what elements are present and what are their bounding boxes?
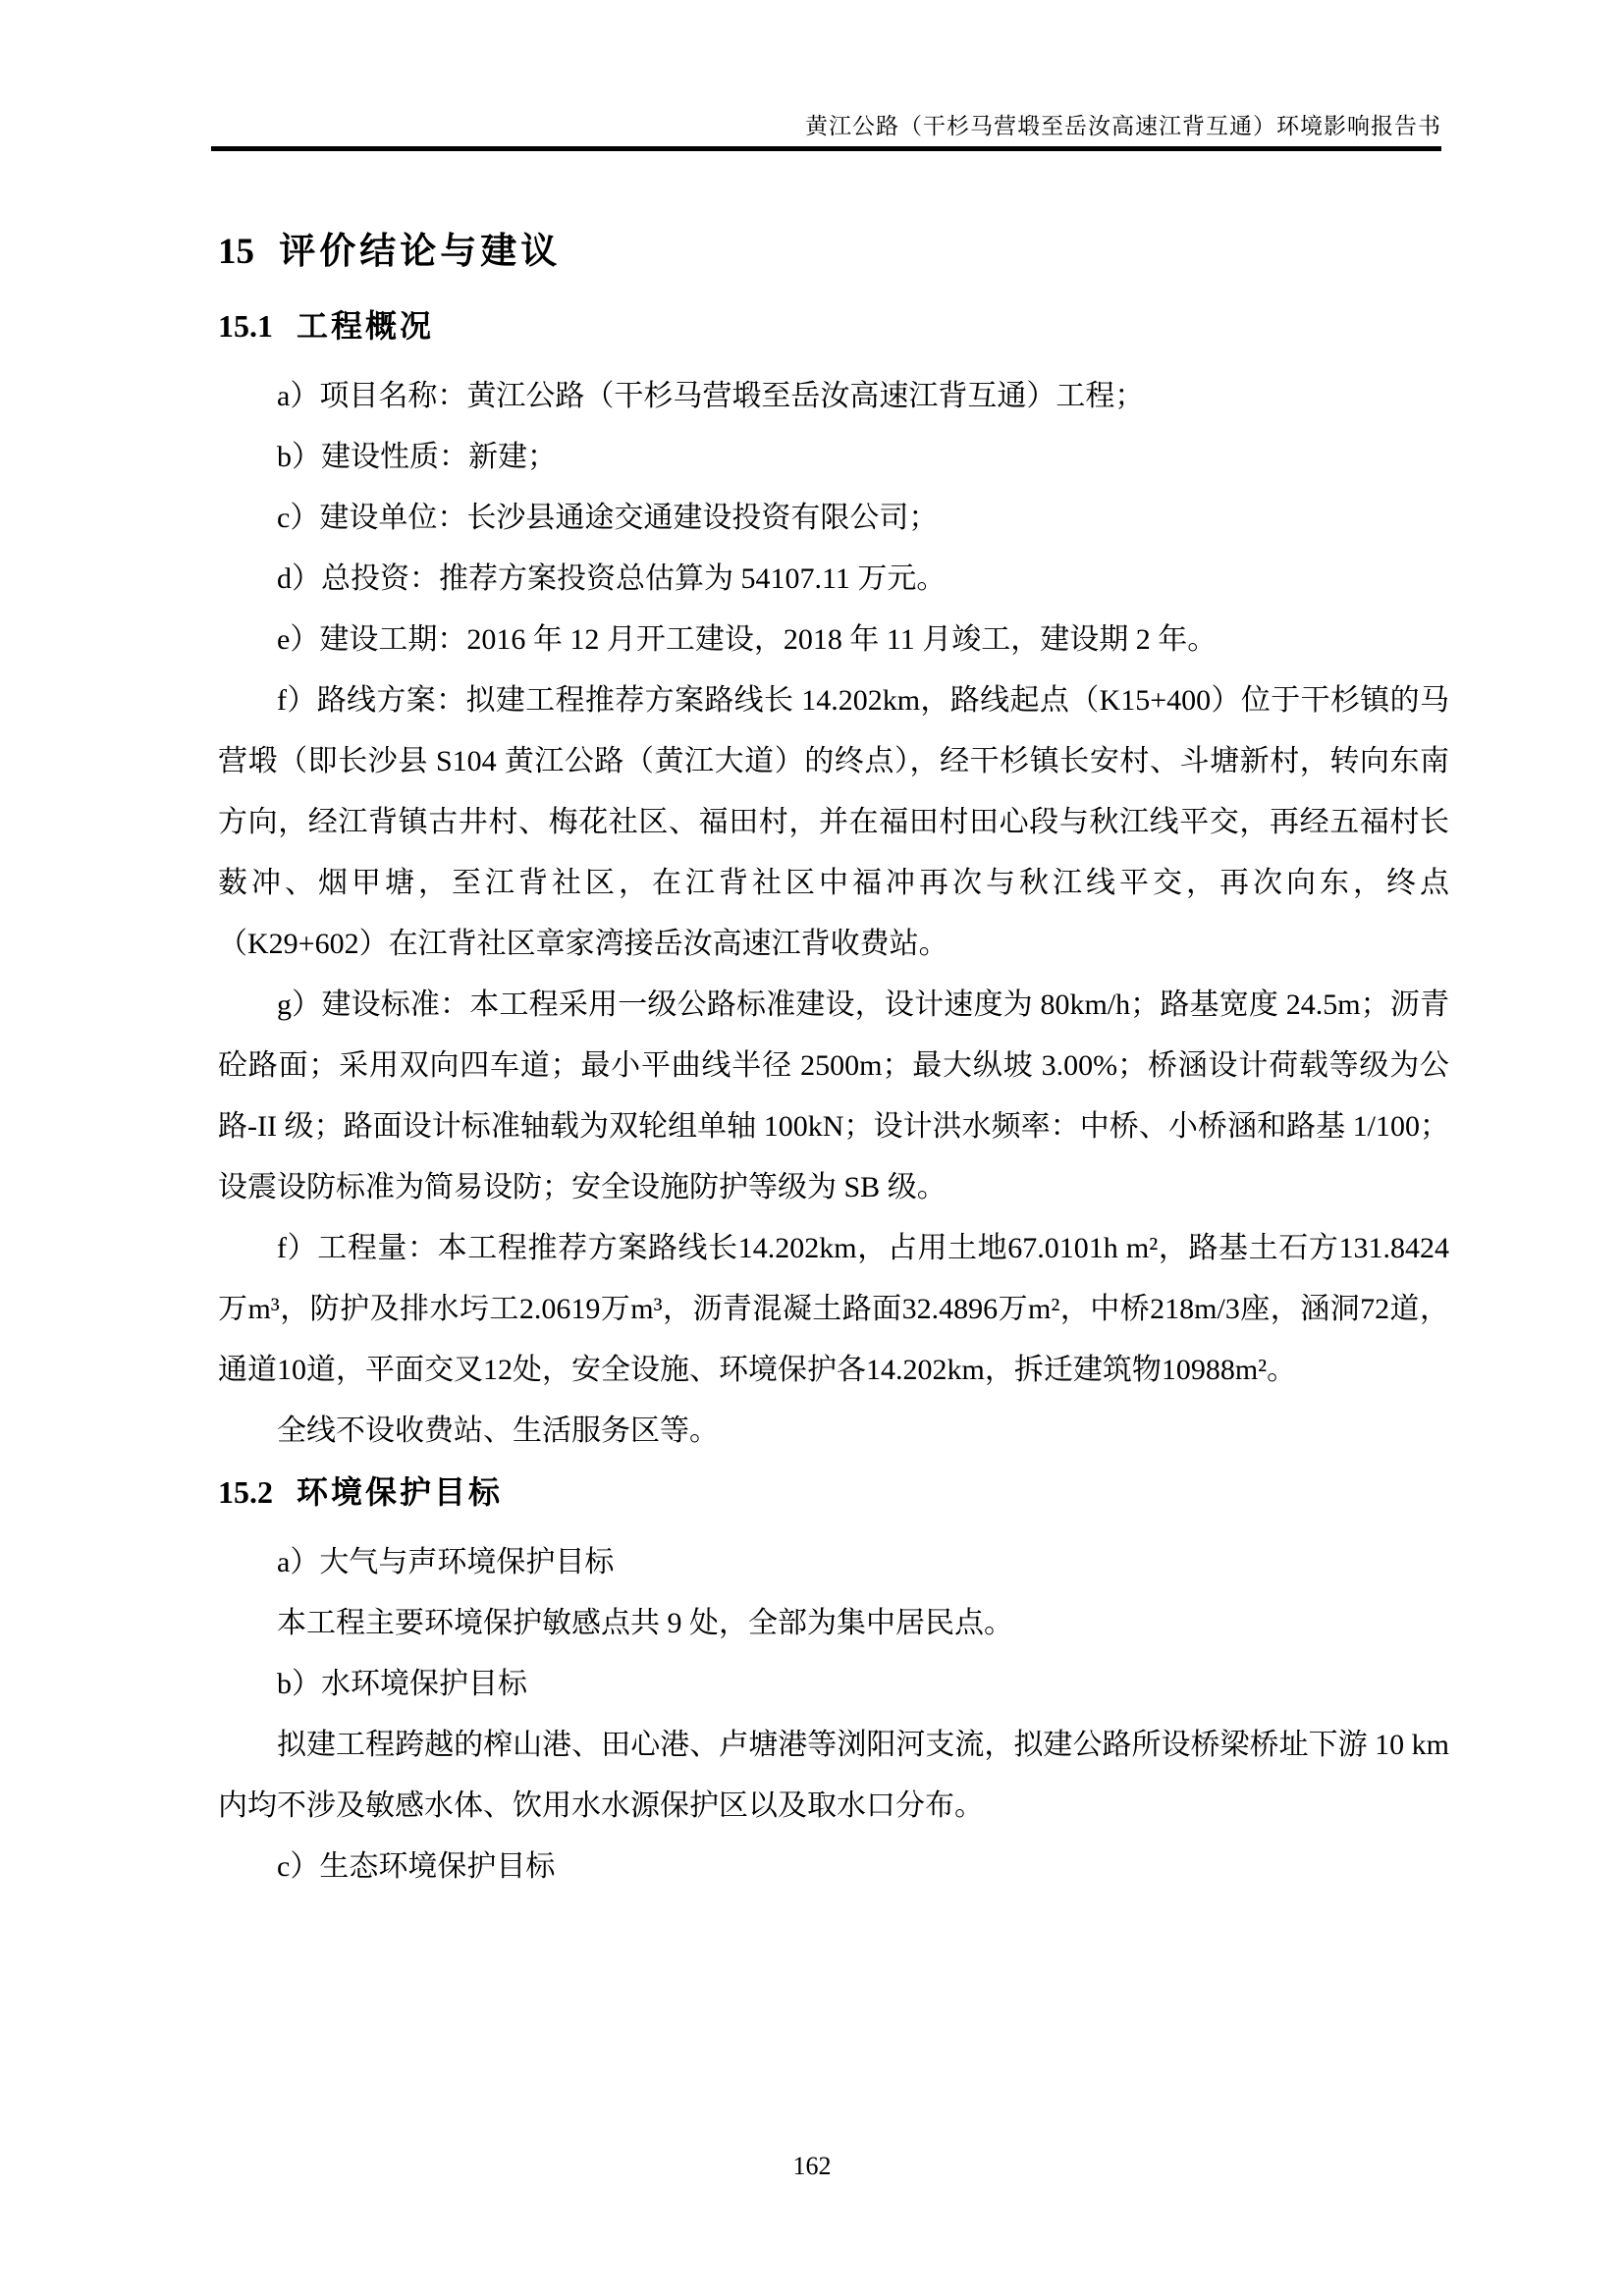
para-sensitive-points: 本工程主要环境保护敏感点共 9 处，全部为集中居民点。: [277, 1607, 1013, 1639]
header-title: 黄江公路（干杉马营塅至岳汝高速江背互通）环境影响报告书: [805, 114, 1441, 138]
para-water-detail: 拟建工程跨越的榨山港、田心港、卢塘港等浏阳河支流，拟建公路所设桥梁桥址下游 10 km 内均不涉及敏感水体、饮用水水源保护区以及取水口分布。: [218, 1729, 1449, 1822]
section-15-1-heading: [218, 295, 1449, 356]
section-15-2-heading: [218, 1462, 1449, 1522]
para-air-noise-target: a）大气与声环境保护目标: [277, 1546, 615, 1578]
para-total-investment: d）总投资：推荐方案投资总估算为 54107.11 万元。: [277, 562, 947, 595]
section-15-label: 评价结论与建议: [279, 231, 562, 271]
para-no-toll-station: 全线不设收费站、生活服务区等。: [277, 1415, 719, 1447]
para-project-name: a）项目名称：黄江公路（干杉马营塅至岳汝高速江背互通）工程；: [277, 380, 1145, 412]
section-15-1-label: 工程概况: [297, 308, 435, 344]
page-footer: [0, 2152, 1624, 2181]
page-number: 162: [792, 2152, 832, 2180]
para-water-target: b）水环境保护目标: [277, 1668, 527, 1700]
section-15-2-number: 15.2: [218, 1474, 273, 1510]
para-construction-unit: c）建设单位：长沙县通途交通建设投资有限公司；: [277, 502, 939, 534]
header-rule: [211, 146, 1441, 151]
para-construction-nature: b）建设性质：新建；: [277, 441, 557, 473]
para-route-plan: f）路线方案：拟建工程推荐方案路线长 14.202km，路线起点（K15+400）位于干杉镇的马营塅（即长沙县 S104 黄江公路（黄江大道）的终点），经干杉镇长安村、斗塘新村，转向东南方向，经江背镇古井村、梅花社区、福田村，并在福田村田心段与秋江线平交，再经五福村长薮冲、烟甲塘，至江背社区，在江背社区中福冲再次与秋江线平交，再次向东，终点（K29+602）在江背社区章家湾接岳汝高速江背收费站。: [218, 684, 1449, 960]
section-15-2-label: 环境保护目标: [297, 1474, 504, 1510]
section-15-number: 15: [218, 232, 254, 272]
para-construction-standard: g）建设标准：本工程采用一级公路标准建设，设计速度为 80km/h；路基宽度 24.5m；沥青砼路面；采用双向四车道；最小平曲线半径 2500m；最大纵坡 3.00%；桥涵设计荷载等级为公路-II 级；路面设计标准轴载为双轮组单轴 100kN；设计洪水频率：中桥、小桥涵和路基 1/100；设震设防标准为简易设防；安全设施防护等级为 SB 级。: [218, 988, 1449, 1203]
document-content: [218, 220, 1449, 1897]
para-construction-period: e）建设工期：2016 年 12 月开工建设，2018 年 11 月竣工，建设期 2 年。: [277, 623, 1218, 656]
section-15-heading: [218, 220, 1449, 284]
para-engineering-quantity: f）工程量：本工程推荐方案路线长14.202km，占用土地67.0101h m²，路基土石方131.8424万m³，防护及排水圬工2.0619万m³，沥青混凝土路面32.4896万m²，中桥218m/3座，涵洞72道，通道10道，平面交叉12处，安全设施、环境保护各14.202km，拆迁建筑物10988m²。: [218, 1232, 1449, 1386]
para-eco-target: c）生态环境保护目标: [277, 1850, 556, 1883]
section-15-1-number: 15.1: [218, 308, 273, 344]
